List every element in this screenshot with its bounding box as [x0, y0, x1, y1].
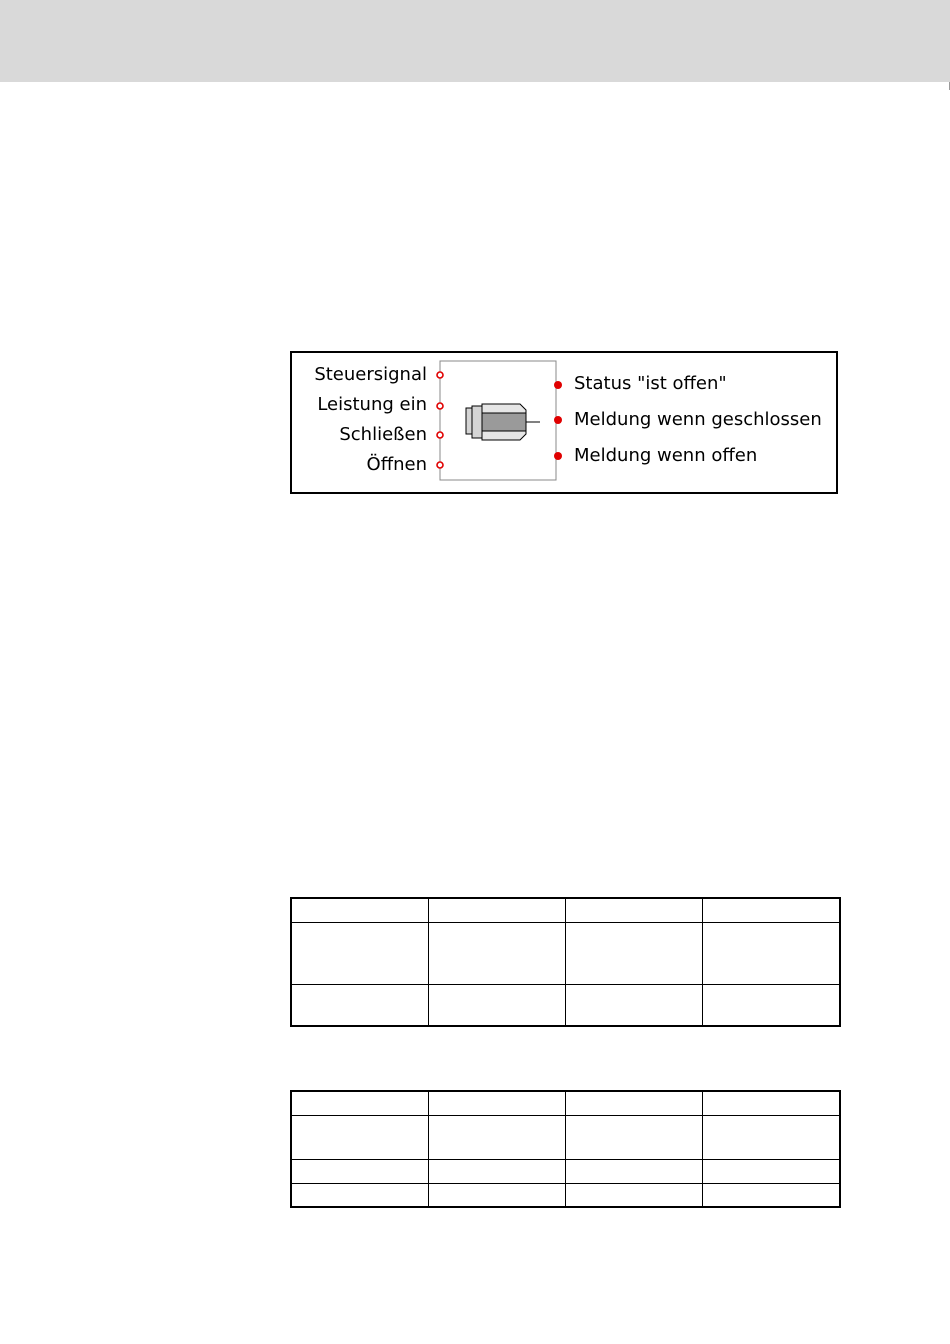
output-connector-meldung-offen[interactable] [554, 452, 562, 460]
table-cell [291, 984, 429, 1026]
input-label: Öffnen [366, 454, 427, 475]
table-row [291, 984, 840, 1026]
table-cell [291, 1091, 429, 1115]
output-connector-status-ist-offen[interactable] [554, 381, 562, 389]
input-label: Schließen [339, 424, 427, 445]
table-cell [429, 1115, 566, 1159]
table-cell [291, 898, 429, 922]
table-2 [290, 1090, 841, 1208]
table-cell [703, 898, 841, 922]
table-cell [703, 1183, 841, 1207]
table-cell [566, 1159, 703, 1183]
output-label: Status "ist offen" [574, 373, 727, 394]
output-connector-meldung-geschlossen[interactable] [554, 416, 562, 424]
table-row [291, 1183, 840, 1207]
table-cell [566, 1183, 703, 1207]
table-row [291, 1159, 840, 1183]
table-row [291, 1115, 840, 1159]
table-cell [703, 1091, 841, 1115]
table-cell [429, 1159, 566, 1183]
table-cell [566, 1115, 703, 1159]
table-row [291, 898, 840, 922]
table-cell [291, 1115, 429, 1159]
output-label: Meldung wenn geschlossen [574, 409, 822, 430]
table-cell [291, 1183, 429, 1207]
input-connector-steuersignal[interactable] [437, 372, 443, 378]
table-cell [429, 1183, 566, 1207]
table-row [291, 922, 840, 984]
table-cell [703, 984, 841, 1026]
input-label: Leistung ein [317, 394, 427, 415]
input-connector-schliessen[interactable] [437, 432, 443, 438]
table-cell [429, 922, 566, 984]
input-connector-oeffnen[interactable] [437, 462, 443, 468]
table-row [291, 1091, 840, 1115]
table-1 [290, 897, 841, 1027]
output-label: Meldung wenn offen [574, 445, 758, 466]
input-connector-leistung-ein[interactable] [437, 403, 443, 409]
table-cell [566, 898, 703, 922]
function-block-diagram [290, 351, 838, 494]
table-cell [566, 922, 703, 984]
table-cell [291, 1159, 429, 1183]
table-cell [703, 922, 841, 984]
input-label: Steuersignal [314, 364, 427, 385]
page-header-bar [0, 0, 950, 82]
table-cell [429, 1091, 566, 1115]
table-cell [291, 922, 429, 984]
table-cell [703, 1115, 841, 1159]
table-cell [566, 984, 703, 1026]
table-cell [703, 1159, 841, 1183]
table-cell [429, 984, 566, 1026]
table-cell [429, 898, 566, 922]
table-cell [566, 1091, 703, 1115]
